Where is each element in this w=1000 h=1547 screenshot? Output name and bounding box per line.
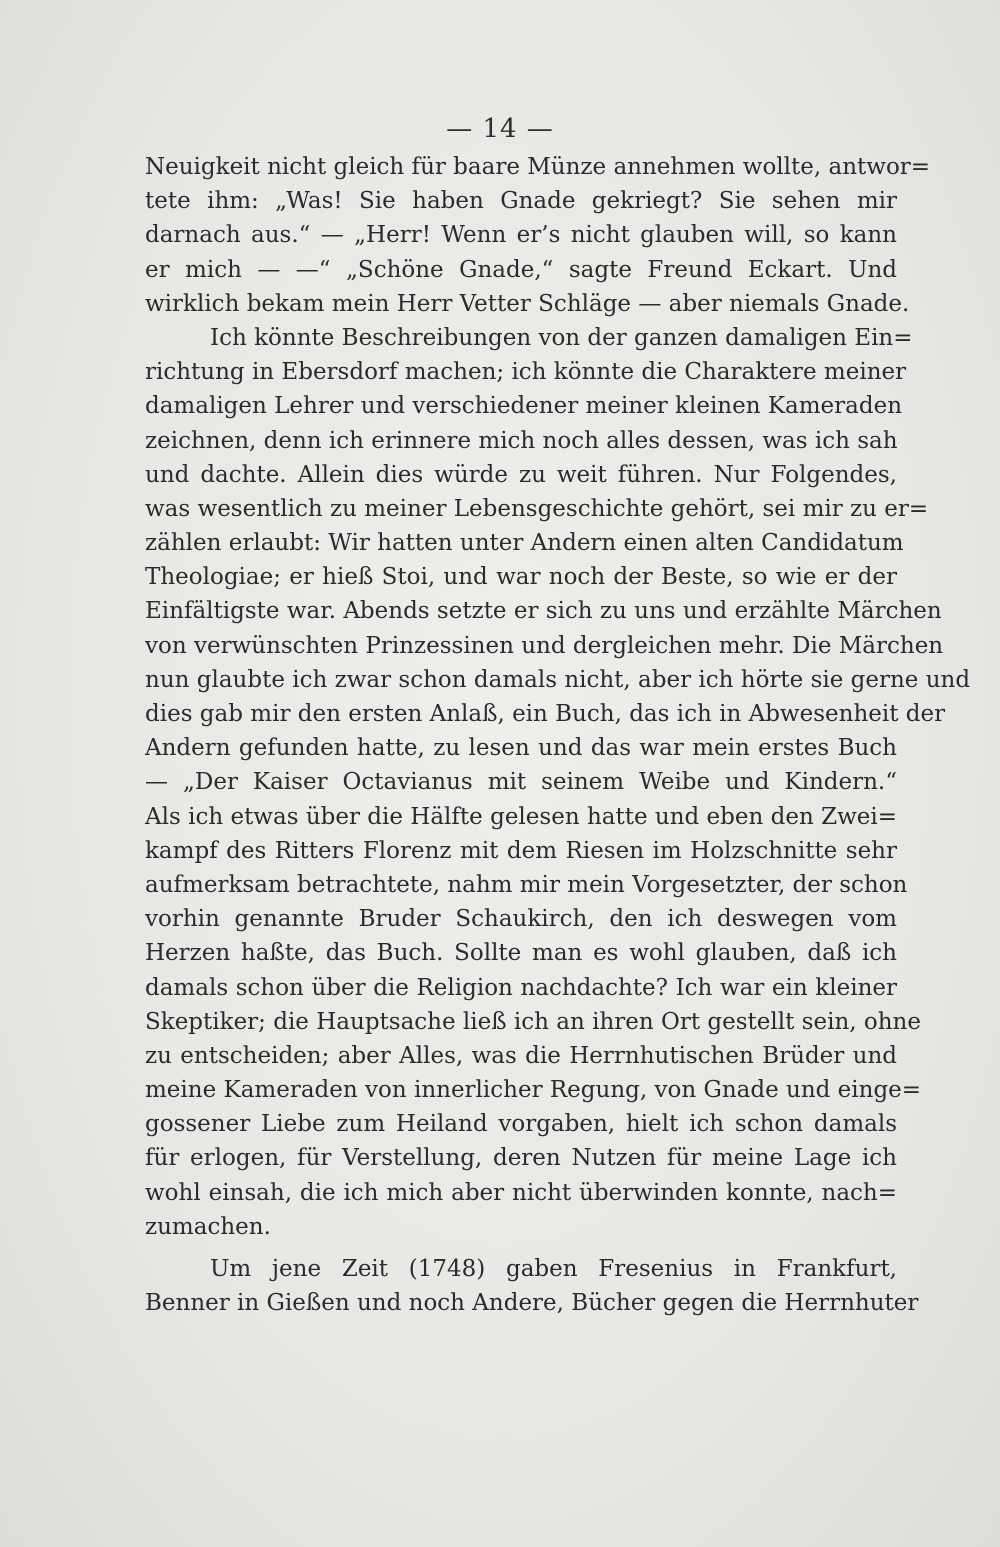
paragraph-2	[145, 321, 971, 1244]
text-line: darnach aus.“ — „Herr! Wenn er’s nicht glauben will, so kann	[145, 222, 897, 249]
text-line: kampf des Ritters Florenz mit dem Riesen im Holzschnitte sehr	[145, 837, 897, 864]
text-line: für erlogen, für Verstellung, deren Nutzen für meine Lage ich	[145, 1145, 897, 1172]
text-line: zeichnen, denn ich erinnere mich noch alles dessen, was ich sah	[145, 427, 898, 454]
text-line: gossener Liebe zum Heiland vorgaben, hielt ich schon damals	[145, 1111, 897, 1138]
text-line: Neuigkeit nicht gleich für baare Münze annehmen wollte, antwor=	[145, 154, 931, 180]
text-line: Als ich etwas über die Hälfte gelesen hatte und eben den Zwei=	[145, 803, 897, 830]
text-line: dies gab mir den ersten Anlaß, ein Buch, das ich in Abwesenheit der	[145, 701, 946, 727]
body-text	[145, 150, 971, 1320]
text-line: von verwünschten Prinzessinen und dergleichen mehr. Die Märchen	[145, 632, 944, 659]
text-line: Skeptiker; die Hauptsache ließ ich an ihren Ort gestellt sein, ohne	[145, 1008, 921, 1035]
text-line: tete ihm: „Was! Sie haben Gnade gekriegt? Sie sehen mir	[145, 188, 897, 215]
text-line: was wesentlich zu meiner Lebensgeschichte gehört, sei mir zu er=	[145, 495, 929, 522]
text-line: — „Der Kaiser Octavianus mit seinem Weibe und Kindern.“	[145, 769, 897, 796]
text-line: Herzen haßte, das Buch. Sollte man es wohl glauben, daß ich	[145, 940, 897, 967]
text-line: damaligen Lehrer und verschiedener meiner kleinen Kameraden	[145, 393, 903, 420]
paragraph-gap	[145, 1244, 897, 1252]
text-line: aufmerksam betrachtete, nahm mir mein Vorgesetzter, der schon	[145, 871, 908, 898]
text-line: er mich — —“ „Schöne Gnade,“ sagte Freund Eckart. Und	[145, 256, 897, 283]
text-line: damals schon über die Religion nachdachte? Ich war ein kleiner	[145, 974, 897, 1001]
text-line: Einfältigste war. Abends setzte er sich zu uns und erzählte Märchen	[145, 598, 942, 625]
text-line: Andern gefunden hatte, zu lesen und das war mein erstes Buch	[145, 735, 897, 762]
text-line: zu entscheiden; aber Alles, was die Herrnhutischen Brüder und	[145, 1042, 897, 1069]
text-line: nun glaubte ich zwar schon damals nicht, aber ich hörte sie gerne und	[145, 666, 971, 693]
text-line: wohl einsah, die ich mich aber nicht überwinden konnte, nach=	[145, 1179, 897, 1206]
text-line: zumachen.	[145, 1213, 271, 1240]
text-line: Ich könnte Beschreibungen von der ganzen damaligen Ein=	[210, 324, 913, 351]
text-line: wirklich bekam mein Herr Vetter Schläge — aber niemals Gnade.	[145, 290, 910, 317]
page-number: — 14 —	[446, 114, 554, 144]
text-line: und dachte. Allein dies würde zu weit führen. Nur Folgendes,	[145, 461, 897, 488]
text-line: Benner in Gießen und noch Andere, Bücher gegen die Herrnhuter	[145, 1290, 919, 1317]
paragraph-3	[145, 1252, 919, 1320]
text-line: Theologiae; er hieß Stoi, und war noch der Beste, so wie er der	[145, 564, 897, 591]
text-line: zählen erlaubt: Wir hatten unter Andern einen alten Candidatum	[145, 530, 904, 557]
text-line: richtung in Ebersdorf machen; ich könnte die Charaktere meiner	[145, 359, 907, 386]
paragraph-1	[145, 150, 931, 321]
text-line: Um jene Zeit (1748) gaben Fresenius in Frankfurt,	[210, 1256, 897, 1282]
text-line: meine Kameraden von innerlicher Regung, von Gnade und einge=	[145, 1077, 922, 1104]
text-line: vorhin genannte Bruder Schaukirch, den ich deswegen vom	[145, 906, 897, 933]
